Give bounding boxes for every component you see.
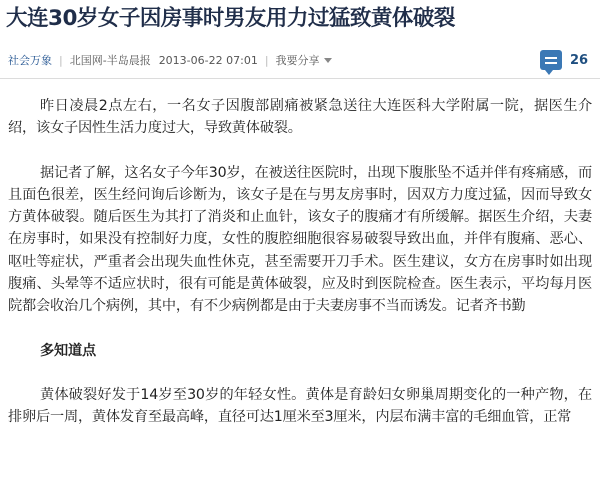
article-headline: 大连30岁女子因房事时男友用力过猛致黄体破裂 (6, 6, 455, 31)
article-source: 北国网-半岛晨报 (69, 54, 151, 67)
comment-button[interactable] (540, 48, 592, 72)
article-paragraph: 黄体破裂好发于14岁至30岁的年轻女性。黄体是育龄妇女卵巢周期变化的一种产物，在排卵后一周，黄体发育至最高峰，直径可达1厘米至3厘米，内层布满丰富的毛细血管，正常 (8, 386, 592, 426)
article-paragraph: 据记者了解，这名女子今年30岁，在被送往医院时，出现下腹胀坠不适并伴有疼痛感，而且面色很差，医生经问询后诊断为，该女子是在与男友房事时，因双方力度过猛，因而导致女方黄体破裂。随后医生为其打了消炎和止血针，该女子的腹痛才有所缓解。据医生介绍，夫妻在房事时，如果没有控制好力度，女性的腹腔细胞很容易破裂导致出血，并伴有腹痛、恶心、呕吐等症状，严重者会出现失血性休克，甚至需要开刀手术。医生建议，女方在房事时如出现腹痛、头晕等不适应状时，很有可能是黄体破裂，应及时到医院检查。医生表示，平均每月医院都会收治几个病例，其中，有不少病例都是由于夫妻房事不当而诱发。记者齐书勤 (8, 164, 592, 315)
chevron-down-icon (324, 58, 332, 63)
comment-icon (540, 50, 562, 70)
article-meta (8, 46, 592, 74)
meta-separator: | (264, 53, 269, 67)
comment-count: 26 (570, 52, 589, 68)
article-subhead: 多知道点 (40, 342, 96, 359)
share-button[interactable] (276, 52, 332, 68)
channel-link[interactable]: 社会万象 (8, 54, 52, 67)
article-paragraph: 昨日凌晨2点左右，一名女子因腹部剧痛被紧急送往大连医科大学附属一院，据医生介绍，该女子因性生活力度过大，导致黄体破裂。 (8, 98, 592, 137)
article-body (8, 95, 592, 451)
meta-separator: | (59, 53, 63, 67)
article-datetime: 2013-06-22 07:01 (158, 53, 258, 67)
share-label: 我要分享 (275, 54, 320, 67)
header-divider (0, 78, 600, 79)
